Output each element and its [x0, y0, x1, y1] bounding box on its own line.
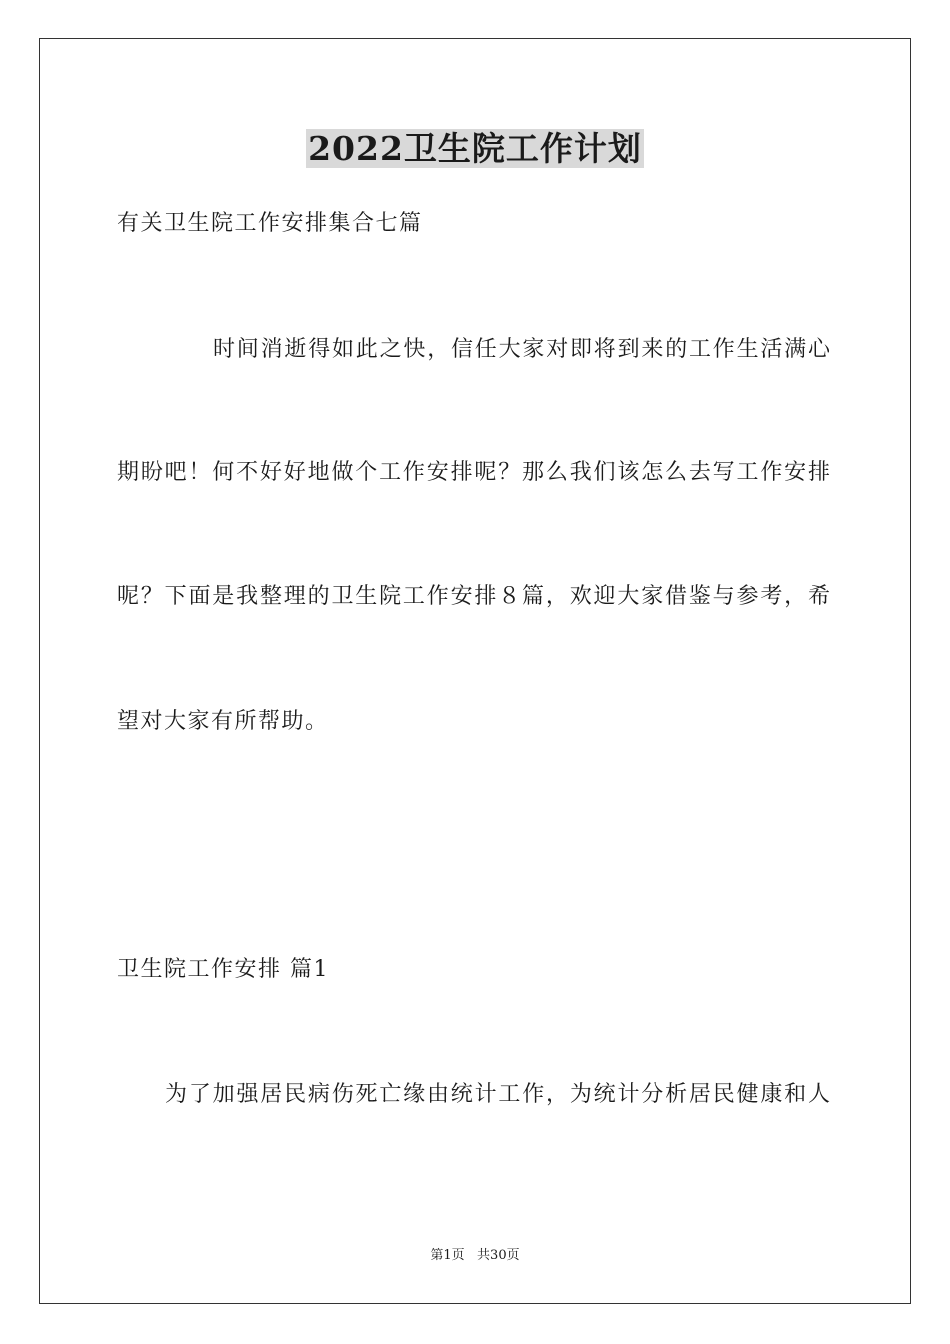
section-heading: 卫生院工作安排 篇1: [117, 957, 329, 982]
section-paragraph-line-1: 为了加强居民病伤死亡缘由统计工作，为统计分析居民健康和人: [165, 1082, 830, 1107]
intro-line-4: 望对大家有所帮助。: [117, 709, 329, 734]
page-number-footer: 第1页 共30页: [430, 1248, 520, 1263]
intro-line-1: 时间消逝得如此之快，信任大家对即将到来的工作生活满心: [213, 337, 830, 362]
intro-line-3: 呢？下面是我整理的卫生院工作安排８篇，欢迎大家借鉴与参考，希: [117, 584, 830, 609]
document-title-text: 2022卫生院工作计划: [308, 129, 642, 168]
document-title: [0, 128, 950, 170]
document-subtitle: 有关卫生院工作安排集合七篇: [117, 211, 423, 236]
intro-line-2: 期盼吧！何不好好地做个工作安排呢？那么我们该怎么去写工作安排: [117, 460, 830, 485]
